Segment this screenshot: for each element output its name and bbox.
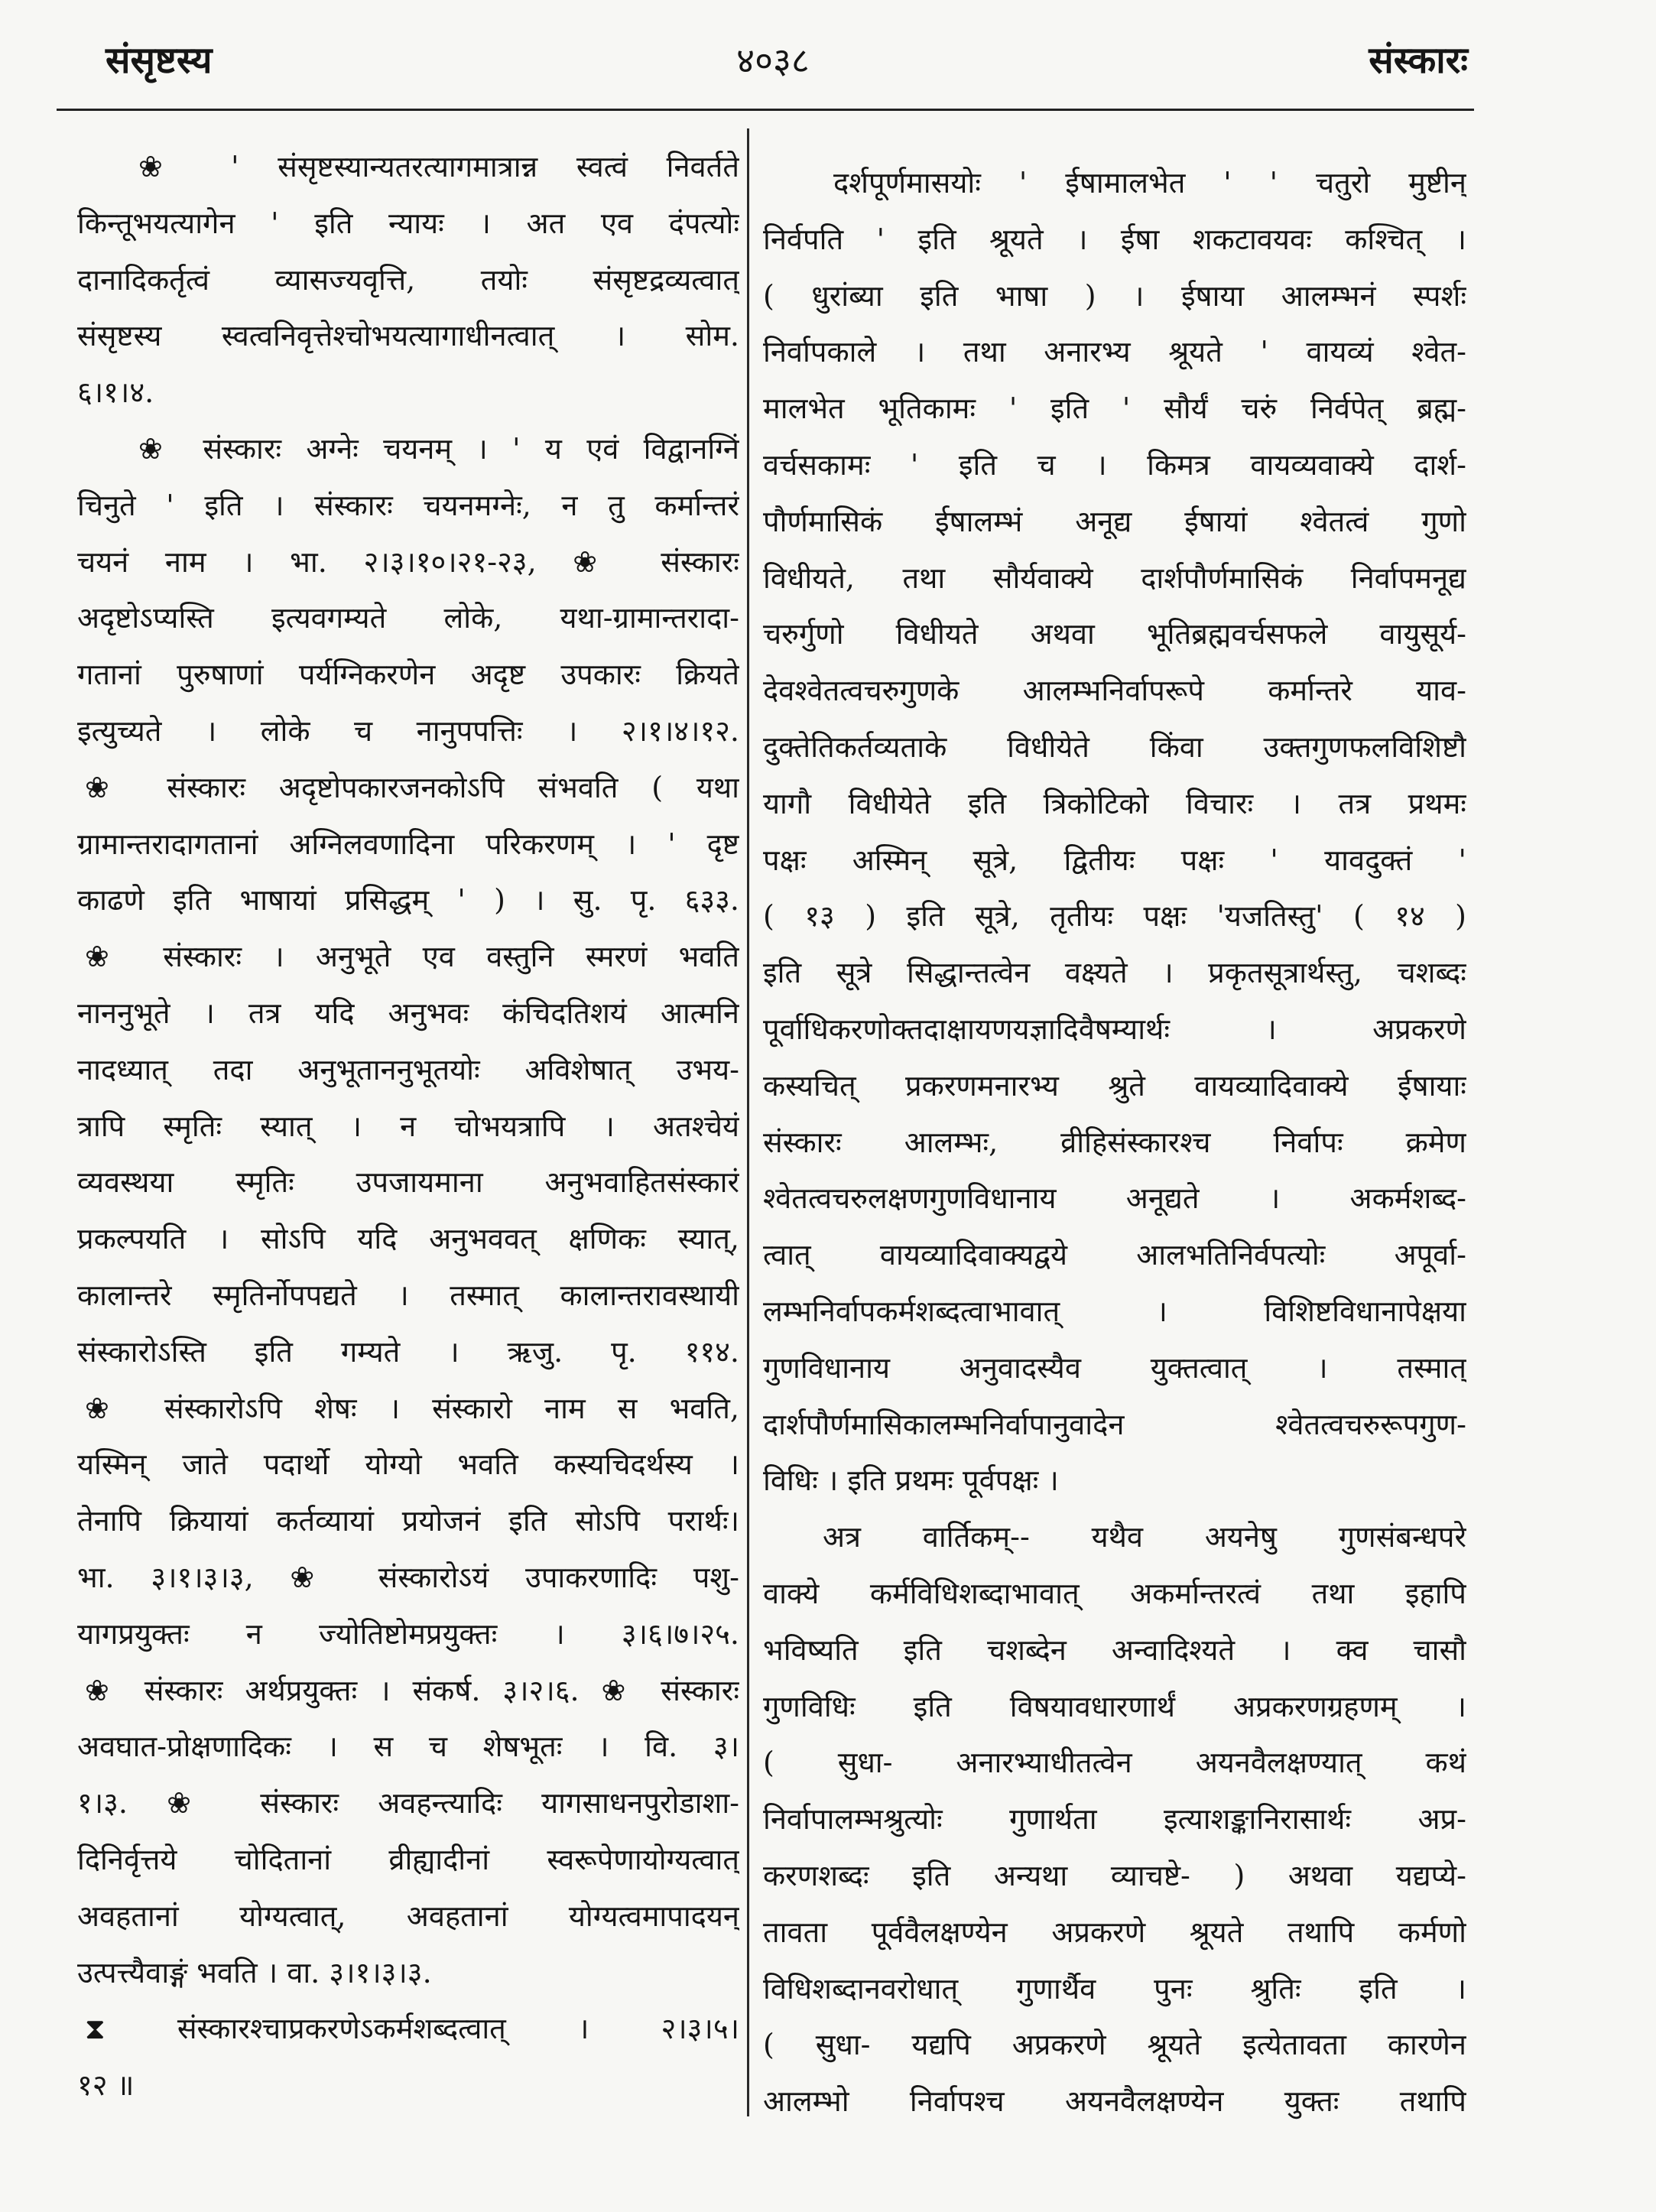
text-line: दानादिकर्तृत्वं व्यासज्यवृत्ति, तयोः संसृष्टद्रव्यत्वात् [77, 262, 739, 297]
text-line: भविष्यति इति चशब्देन अन्वादिश्यते । क्व चासौ [763, 1632, 1466, 1667]
text-line: अत्र वार्तिकम्-- यथैव अयनेषु गुणसंबन्धपरे [823, 1520, 1466, 1554]
text-line: प्रकल्पयति । सोऽपि यदि अनुभववत् क्षणिकः स्यात्, [77, 1222, 739, 1256]
text-line: किन्तूभयत्यागेन ' इति न्यायः । अत एव दंपत्योः [77, 206, 739, 240]
text-line: देवश्वेतत्वचरुगुणके आलम्भनिर्वापरूपे कर्मान्तरे याव- [763, 674, 1466, 708]
text-line: व्यवस्थया स्मृतिः उपजायमाना अनुभवाहितसंस्कारं [77, 1165, 739, 1200]
text-line: काढणे इति भाषायां प्रसिद्धम् ' ) । सु. पृ. ६३३. [77, 883, 739, 918]
text-line: यस्मिन् जाते पदार्थो योग्यो भवति कस्यचिदर्थस्य । [77, 1447, 739, 1482]
sutra-line: ⧗ संस्कारश्चाप्रकरणेऽकर्मशब्दत्वात् । २।३।५। [85, 2012, 739, 2046]
text-line: तेनापि क्रियायां कर्तव्यायां प्रयोजनं इति सोऽपि परार्थः। [77, 1504, 739, 1538]
text-line: श्वेतत्वचरुलक्षणगुणविधानाय अनूद्यते । अकर्मशब्द- [763, 1181, 1466, 1216]
running-head-right: संस्कारः [1369, 39, 1468, 82]
text-line: ( सुधा- यद्यपि अप्रकरणे श्रूयते इत्येतावता कारणेन [763, 2028, 1466, 2062]
text-line: ग्रामान्तरादागतानां अग्निलवणादिना परिकरणम् । ' दृष्ट [77, 827, 739, 861]
text-line: आलम्भो निर्वापश्च अयनवैलक्षण्येन युक्तः तथापि [763, 2084, 1466, 2119]
text-line: अदृष्टोऽप्यस्ति इत्यवगम्यते लोके, यथा-ग्रामान्तरादा- [77, 601, 739, 635]
text-line: दार्शपौर्णमासिकालम्भनिर्वापानुवादेन श्वेतत्वचरुरूपगुण- [763, 1407, 1466, 1441]
text-line: ❀ संस्कारः । अनुभूते एव वस्तुनि स्मरणं भवति [85, 940, 739, 974]
text-line: कस्यचित् प्रकरणमनारभ्य श्रुते वायव्यादिवाक्ये ईषायाः [763, 1068, 1466, 1103]
text-line: दिनिर्वृत्तये चोदितानां व्रीह्यादीनां स्वरूपेणायोग्यत्वात् [77, 1842, 739, 1876]
text-line: त्रापि स्मृतिः स्यात् । न चोभयत्रापि । अतश्चेयं [77, 1109, 739, 1143]
text-line: संस्कारोऽस्ति इति गम्यते । ऋजु. पृ. ११४. [77, 1334, 739, 1369]
text-line: ( धुरांब्या इति भाषा ) । ईषाया आलम्भनं स्पर्शः [763, 278, 1466, 313]
text-line: अवहतानां योग्यत्वात्, अवहतानां योग्यत्वमापादयन् [77, 1899, 739, 1933]
text-line: लम्भनिर्वापकर्मशब्दत्वाभावात् । विशिष्टविधानापेक्षया [763, 1294, 1466, 1328]
text-line: संसृष्टस्य स्वत्वनिवृत्तेश्चोभयत्यागाधीनत्वात् । सोम. [77, 319, 739, 353]
text-line: ❀ संस्कारः अर्थप्रयुक्तः । संकर्ष. ३।२।६. ❀ संस्कारः [85, 1673, 739, 1707]
text-line: निर्वपति ' इति श्रूयते । ईषा शकटावयवः कश्चित् । [763, 222, 1466, 256]
text-line: दुक्तेतिकर्तव्यताके विधीयेते किंवा उक्तगुणफलविशिष्टौ [763, 729, 1466, 764]
text-line: त्वात् वायव्यादिवाक्यद्वये आलभतिनिर्वपत्योः अपूर्वा- [763, 1238, 1466, 1272]
text-line: पौर्णमासिकं ईषालम्भं अनूद्य ईषायां श्वेतत्वं गुणो [763, 504, 1466, 538]
text-line: चिनुते ' इति । संस्कारः चयनमग्नेः, न तु कर्मान्तरं [77, 488, 739, 522]
header-rule [57, 109, 1474, 111]
text-line: ❀ संस्कारः अग्नेः चयनम् । ' य एवं विद्वानग्निं [138, 431, 739, 466]
text-line: चरुर्गुणो विधीयते अथवा भूतिब्रह्मवर्चसफले वायुसूर्य- [763, 617, 1466, 651]
text-line: निर्वापकाले । तथा अनारभ्य श्रूयते ' वायव्यं श्वेत- [763, 335, 1466, 369]
text-line: दर्शपूर्णमासयोः ' ईषामालभेत ' ' चतुरो मुष्टीन् [833, 166, 1466, 200]
text-line: तावता पूर्ववैलक्षण्येन अप्रकरणे श्रूयते तथापि कर्मणो [763, 1915, 1466, 1949]
text-line: ❀ संस्कारः अदृष्टोपकारजनकोऽपि संभवति ( यथा [85, 770, 739, 804]
text-line: करणशब्दः इति अन्यथा व्याचष्टे- ) अथवा यद्यप्ये- [763, 1858, 1466, 1892]
text-line: यागप्रयुक्तः न ज्योतिष्टोमप्रयुक्तः । ३।६।७।२५. [77, 1616, 739, 1651]
text-line: वर्चसकामः ' इति च । किमत्र वायव्यवाक्ये दार्श- [763, 447, 1466, 482]
text-line: ६।१।४. [77, 375, 154, 410]
text-line: पूर्वाधिकरणोक्तदाक्षायणयज्ञादिवैषम्यार्थः । अप्रकरणे [763, 1012, 1466, 1046]
text-line: संस्कारः आलम्भः, व्रीहिसंस्कारश्च निर्वापः क्रमेण [763, 1125, 1466, 1159]
text-line: चयनं नाम । भा. २।३।१०।२१-२३, ❀ संस्कारः [77, 544, 739, 579]
text-line: ( सुधा- अनारभ्याधीतत्वेन अयनवैलक्षण्यात् कथं [763, 1746, 1466, 1780]
text-line: ❀ ' संसृष्टस्यान्यतरत्यागमात्रान्न स्वत्वं निवर्तते [138, 150, 739, 184]
text-line: इति सूत्रे सिद्धान्तत्वेन वक्ष्यते । प्रकृतसूत्रार्थस्तु, चशब्दः [763, 956, 1466, 990]
text-line: पक्षः अस्मिन् सूत्रे, द्वितीयः पक्षः ' यावदुक्तं ' [763, 843, 1466, 877]
text-line: इत्युच्यते । लोके च नानुपपत्तिः । २।१।४।१२. [77, 713, 739, 748]
text-line: मालभेत भूतिकामः ' इति ' सौर्यं चरुं निर्वपेत् ब्रह्म- [763, 391, 1466, 426]
text-line: अवघात-प्रोक्षणादिकः । स च शेषभूतः । वि. ३। [77, 1730, 739, 1764]
text-line: कालान्तरे स्मृतिर्नोपपद्यते । तस्मात् कालान्तरावस्थायी [77, 1278, 739, 1312]
text-line: नादध्यात् तदा अनुभूताननुभूतयोः अविशेषात् उभय- [77, 1052, 739, 1087]
text-line: गतानां पुरुषाणां पर्यग्निकरणेन अदृष्ट उपकारः क्रियते [77, 658, 739, 692]
text-line: १।३. ❀ संस्कारः अवहन्त्यादिः यागसाधनपुरोडाशा- [77, 1786, 739, 1821]
text-line: ( १३ ) इति सूत्रे, तृतीयः पक्षः 'यजतिस्तु' ( १४ ) [763, 899, 1466, 934]
text-line: यागौ विधीयेते इति त्रिकोटिको विचारः । तत्र प्रथमः [763, 786, 1466, 820]
text-line: ❀ संस्कारोऽपि शेषः । संस्कारो नाम स भवति, [85, 1391, 739, 1425]
text-line: भा. ३।१।३।३, ❀ संस्कारोऽयं उपाकरणादिः पशु- [77, 1560, 739, 1594]
text-line: विधीयते, तथा सौर्यवाक्ये दार्शपौर्णमासिकं निर्वापमनूद्य [763, 560, 1466, 595]
text-line: विधिशब्दानवरोधात् गुणार्थैव पुनः श्रुतिः इति । [763, 1971, 1466, 2006]
text-line: वाक्ये कर्मविधिशब्दाभावात् अकर्मान्तरत्वं तथा इहापि [763, 1576, 1466, 1610]
text-line: उत्पत्त्यैवाङ्गं भवति । वा. ३।१।३।३. [77, 1955, 432, 1990]
text-line: नाननुभूते । तत्र यदि अनुभवः कंचिदतिशयं आत्मनि [77, 996, 739, 1030]
left-column [77, 139, 739, 2114]
text-line: विधिः । इति प्रथमः पूर्वपक्षः । [763, 1463, 1059, 1498]
right-column [763, 155, 1466, 2130]
text-line: निर्वापालम्भश्रुत्योः गुणार्थता इत्याशङ्कानिरासार्थः अप्र- [763, 1802, 1466, 1837]
text-line: गुणविधानाय अनुवादस्यैव युक्तत्वात् । तस्मात् [763, 1350, 1466, 1385]
text-line: गुणविधिः इति विषयावधारणार्थं अप्रकरणग्रहणम् । [763, 1689, 1466, 1723]
column-divider [747, 128, 749, 2116]
running-head-left: संसृष्टस्य [106, 39, 213, 82]
page-number: ४०३८ [736, 40, 810, 81]
text-line: १२ ॥ [77, 2068, 135, 2103]
